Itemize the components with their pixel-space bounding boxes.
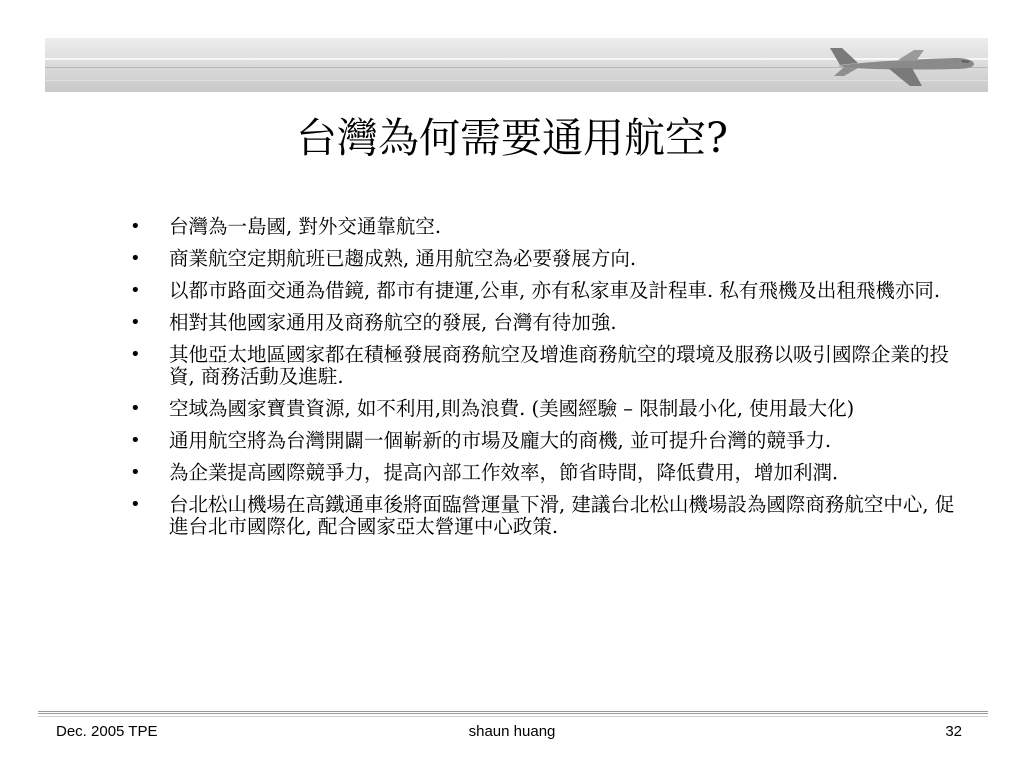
footer-divider (38, 713, 988, 714)
bullet-text: 以都市路面交通為借鏡, 都市有捷運,公車, 亦有私家車及計程車. 私有飛機及出租飛機亦同. (169, 279, 941, 302)
bullet-dot-icon: • (130, 248, 141, 269)
bullet-text: 台灣為一島國, 對外交通靠航空. (169, 215, 442, 238)
airplane-icon (828, 42, 978, 90)
bullet-dot-icon: • (130, 216, 141, 237)
slide-title: 台灣為何需要通用航空? (296, 114, 728, 162)
bullet-dot-icon: • (130, 494, 141, 515)
bullet-text: 空域為國家寶貴資源, 如不利用,則為浪費. (美國經驗 – 限制最小化, 使用最大化) (169, 397, 855, 420)
footer-divider (38, 716, 988, 717)
bullet-dot-icon: • (130, 344, 141, 365)
bullet-item (128, 280, 968, 302)
bullet-text: 通用航空將為台灣開闢一個嶄新的市場及龐大的商機, 並可提升台灣的競爭力. (169, 429, 832, 452)
footer-page-number: 32 (945, 723, 962, 740)
bullet-item (128, 248, 968, 270)
footer-divider (38, 711, 988, 712)
bullet-text: 為企業提高國際競爭力，提高內部工作效率，節省時間，降低費用，增加利潤． (169, 461, 852, 484)
bullet-item (128, 216, 968, 238)
bullet-item (128, 312, 968, 334)
bullet-text: 其他亞太地區國家都在積極發展商務航空及增進商務航空的環境及服務以吸引國際企業的投資, 商務活動及進駐. (169, 343, 950, 388)
bullet-item (128, 462, 968, 484)
bullet-list (128, 216, 968, 548)
bullet-item (128, 398, 968, 420)
header-band (45, 38, 988, 92)
bullet-dot-icon: • (130, 280, 141, 301)
bullet-dot-icon: • (130, 398, 141, 419)
bullet-text: 相對其他國家通用及商務航空的發展, 台灣有待加強. (169, 311, 617, 334)
bullet-item (128, 344, 968, 388)
bullet-item (128, 430, 968, 452)
bullet-text: 台北松山機場在高鐵通車後將面臨營運量下滑, 建議台北松山機場設為國際商務航空中心, 促進台北市國際化, 配合國家亞太營運中心政策. (169, 493, 955, 538)
bullet-dot-icon: • (130, 430, 141, 451)
bullet-dot-icon: • (130, 312, 141, 333)
bullet-item (128, 494, 968, 538)
bullet-dot-icon: • (130, 462, 141, 483)
bullet-text: 商業航空定期航班已趨成熟, 通用航空為必要發展方向. (169, 247, 637, 270)
footer-date: Dec. 2005 TPE (56, 723, 158, 740)
footer-author: shaun huang (468, 723, 556, 740)
